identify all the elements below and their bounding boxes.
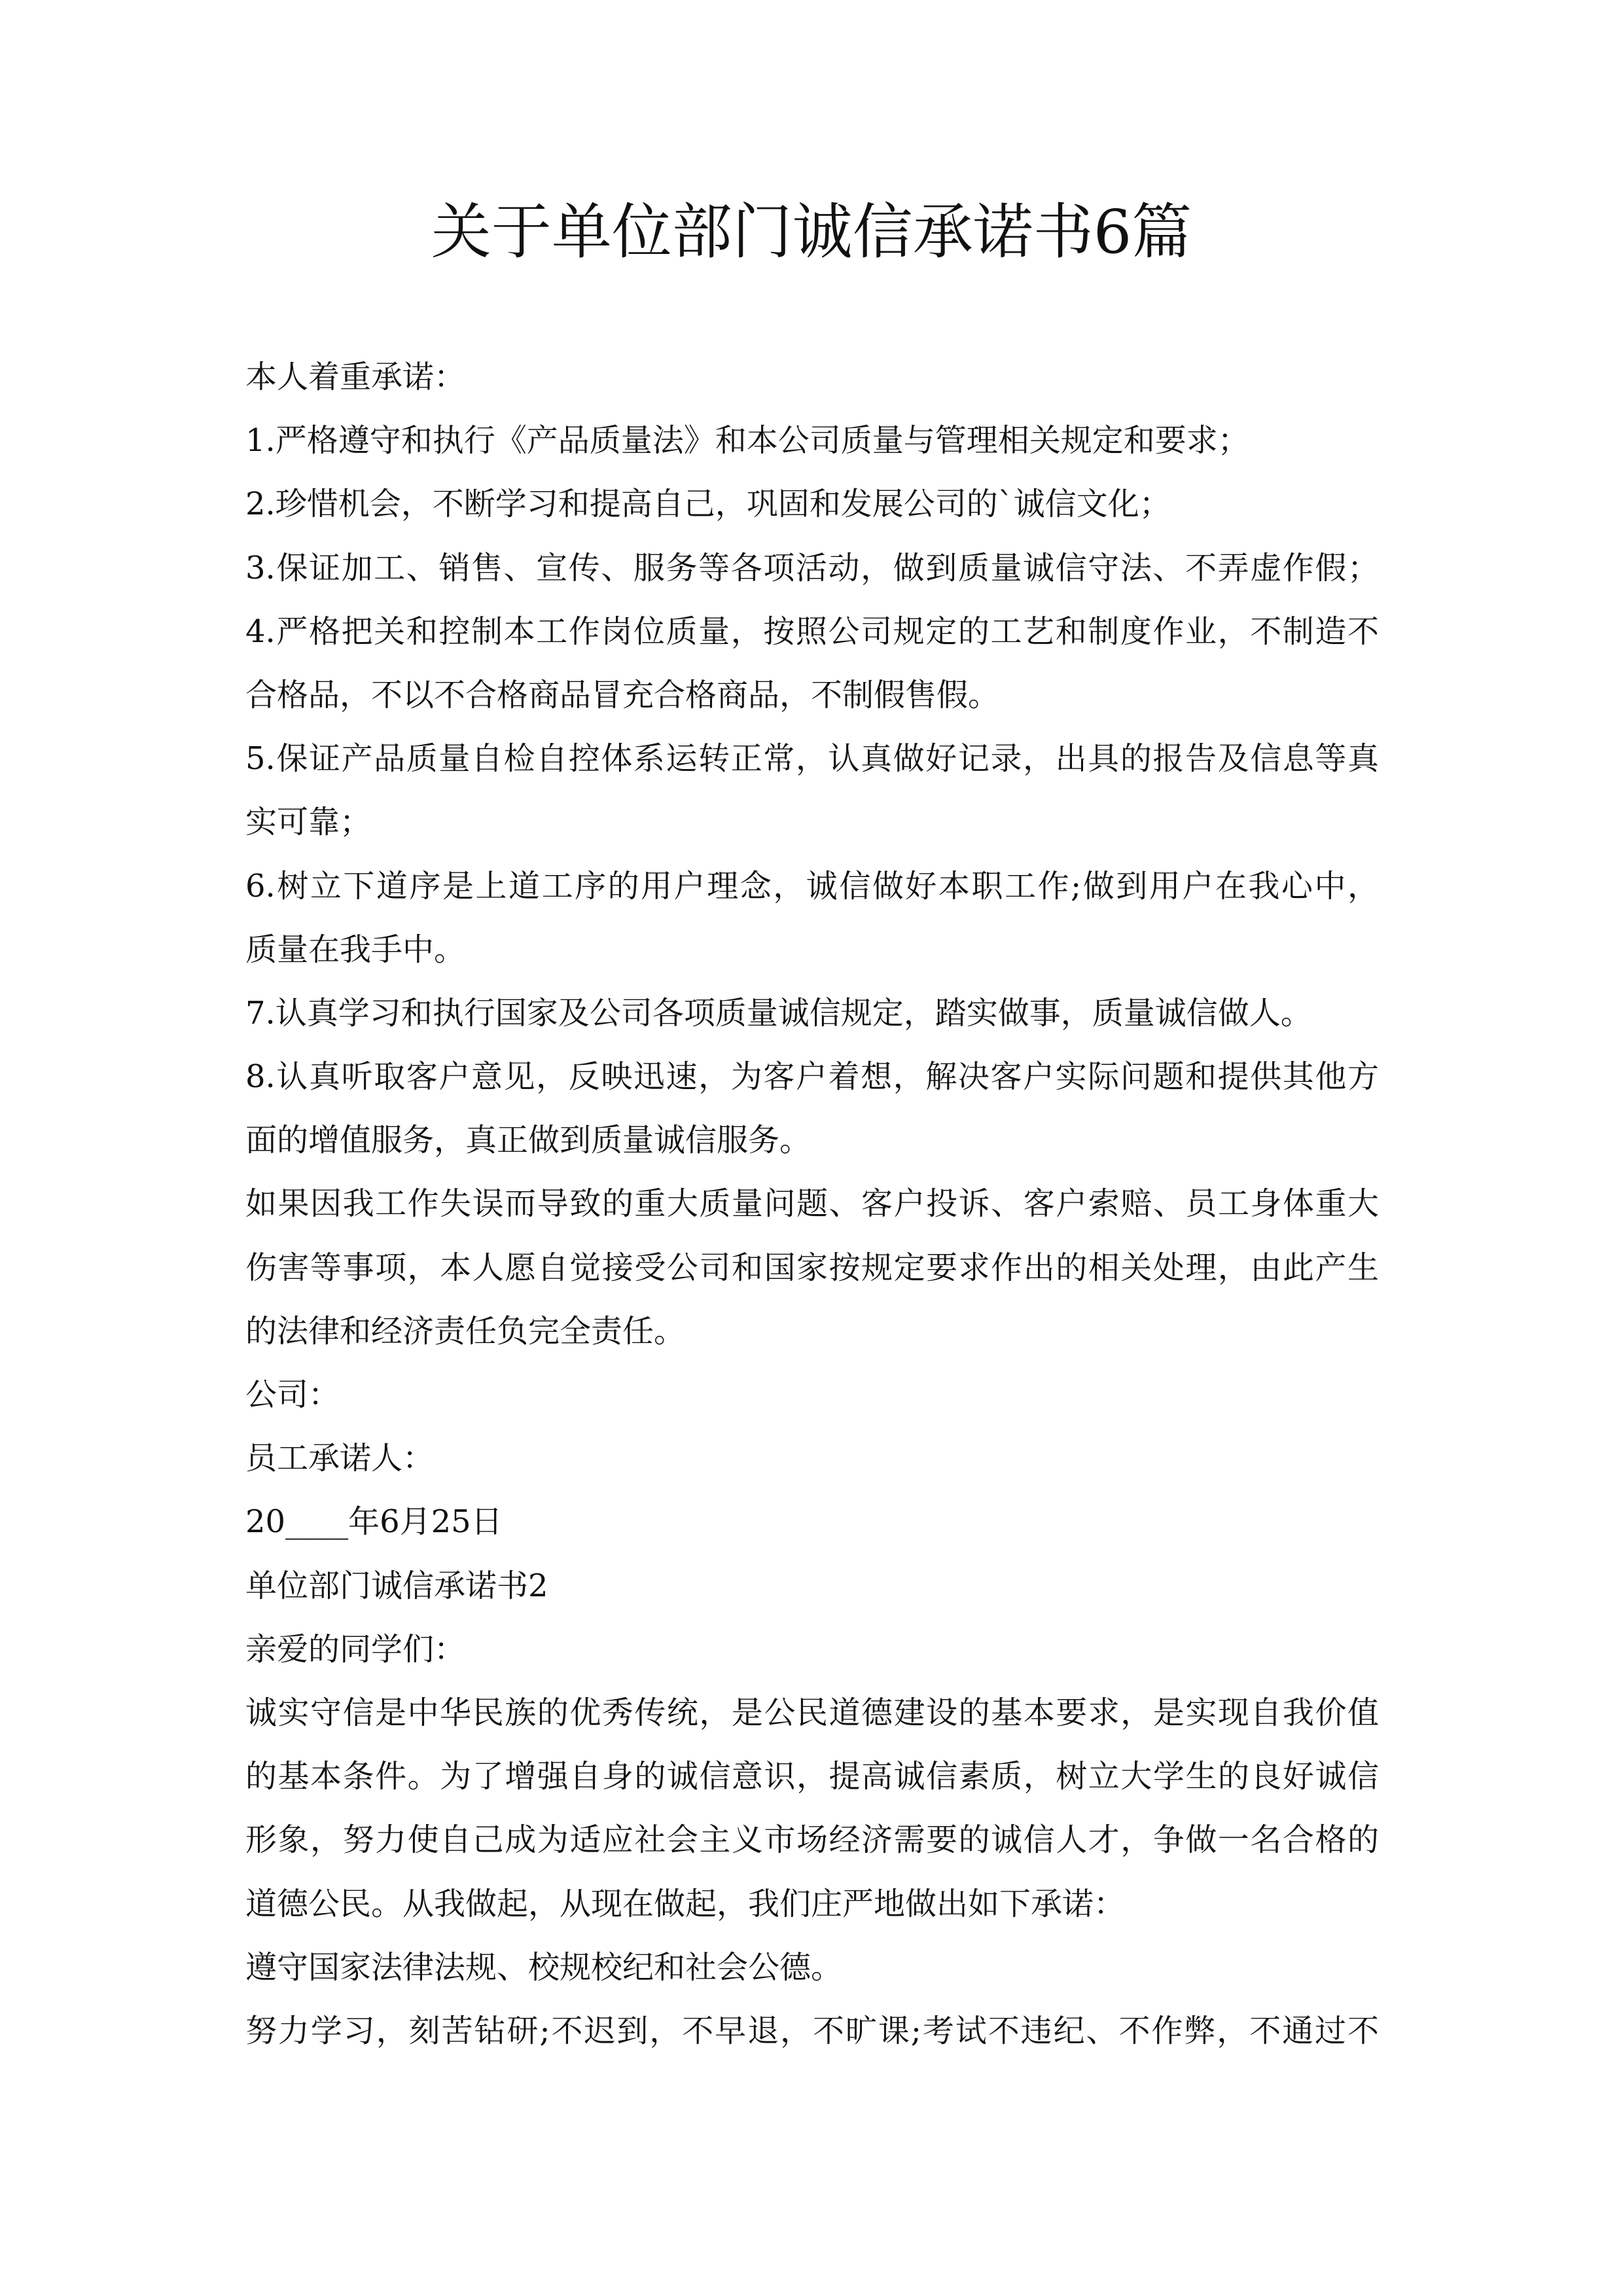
text-line: 7.认真学习和执行国家及公司各项质量诚信规定，踏实做事，质量诚信做人。 — [245, 994, 1312, 1031]
text-line: 实可靠； — [245, 804, 372, 841]
document-body — [245, 359, 1379, 2076]
text-line: 员工承诺人： — [245, 1440, 435, 1477]
text-line: 4.严格把关和控制本工作岗位质量，按照公司规定的工艺和制度作业，不制造不 — [245, 613, 1379, 650]
text-line: 道德公民。从我做起，从现在做起，我们庄严地做出如下承诺： — [245, 1885, 1126, 1922]
text-line: 本人着重承诺： — [245, 359, 466, 395]
text-line: 伤害等事项，本人愿自觉接受公司和国家按规定要求作出的相关处理，由此产生 — [245, 1249, 1379, 1286]
text-line: 公司： — [245, 1376, 340, 1413]
text-line: 诚实守信是中华民族的优秀传统，是公民道德建设的基本要求，是实现自我价值 — [245, 1694, 1379, 1731]
text-line: 1.严格遵守和执行《产品质量法》和本公司质量与管理相关规定和要求； — [245, 422, 1249, 459]
text-line: 形象，努力使自己成为适应社会主义市场经济需要的诚信人才，争做一名合格的 — [245, 1821, 1379, 1859]
text-line: 的法律和经济责任负完全责任。 — [245, 1312, 686, 1350]
text-line: 合格品，不以不合格商品冒充合格商品，不制假售假。 — [245, 676, 1000, 713]
text-line: 如果因我工作失误而导致的重大质量问题、客户投诉、客户索赔、员工身体重大 — [245, 1185, 1379, 1223]
text-line: 6.树立下道序是上道工序的用户理念，诚信做好本职工作;做到用户在我心中， — [245, 867, 1379, 905]
text-line: 单位部门诚信承诺书2 — [245, 1567, 548, 1604]
text-line: 遵守国家法律法规、校规校纪和社会公德。 — [245, 1948, 843, 1986]
text-line: 亲爱的同学们： — [245, 1630, 466, 1668]
text-line: 的基本条件。为了增强自身的诚信意识，提高诚信素质，树立大学生的良好诚信 — [245, 1758, 1379, 1795]
text-line: 努力学习，刻苦钻研;不迟到，不早退，不旷课;考试不违纪、不作弊，不通过不 — [245, 2012, 1379, 2049]
text-line: 面的增值服务，真正做到质量诚信服务。 — [245, 1122, 812, 1159]
text-line: 3.保证加工、销售、宣传、服务等各项活动，做到质量诚信守法、不弄虚作假； — [245, 549, 1379, 586]
document-title: 关于单位部门诚信承诺书6篇 — [431, 197, 1192, 267]
text-line: 2.珍惜机会，不断学习和提高自己，巩固和发展公司的`诚信文化； — [245, 486, 1171, 523]
text-line: 8.认真听取客户意见，反映迅速，为客户着想，解决客户实际问题和提供其他方 — [245, 1058, 1379, 1096]
text-line: 5.保证产品质量自检自控体系运转正常，认真做好记录，出具的报告及信息等真 — [245, 740, 1379, 778]
text-line: 20____年6月25日 — [245, 1503, 503, 1541]
text-line: 质量在我手中。 — [245, 931, 466, 968]
